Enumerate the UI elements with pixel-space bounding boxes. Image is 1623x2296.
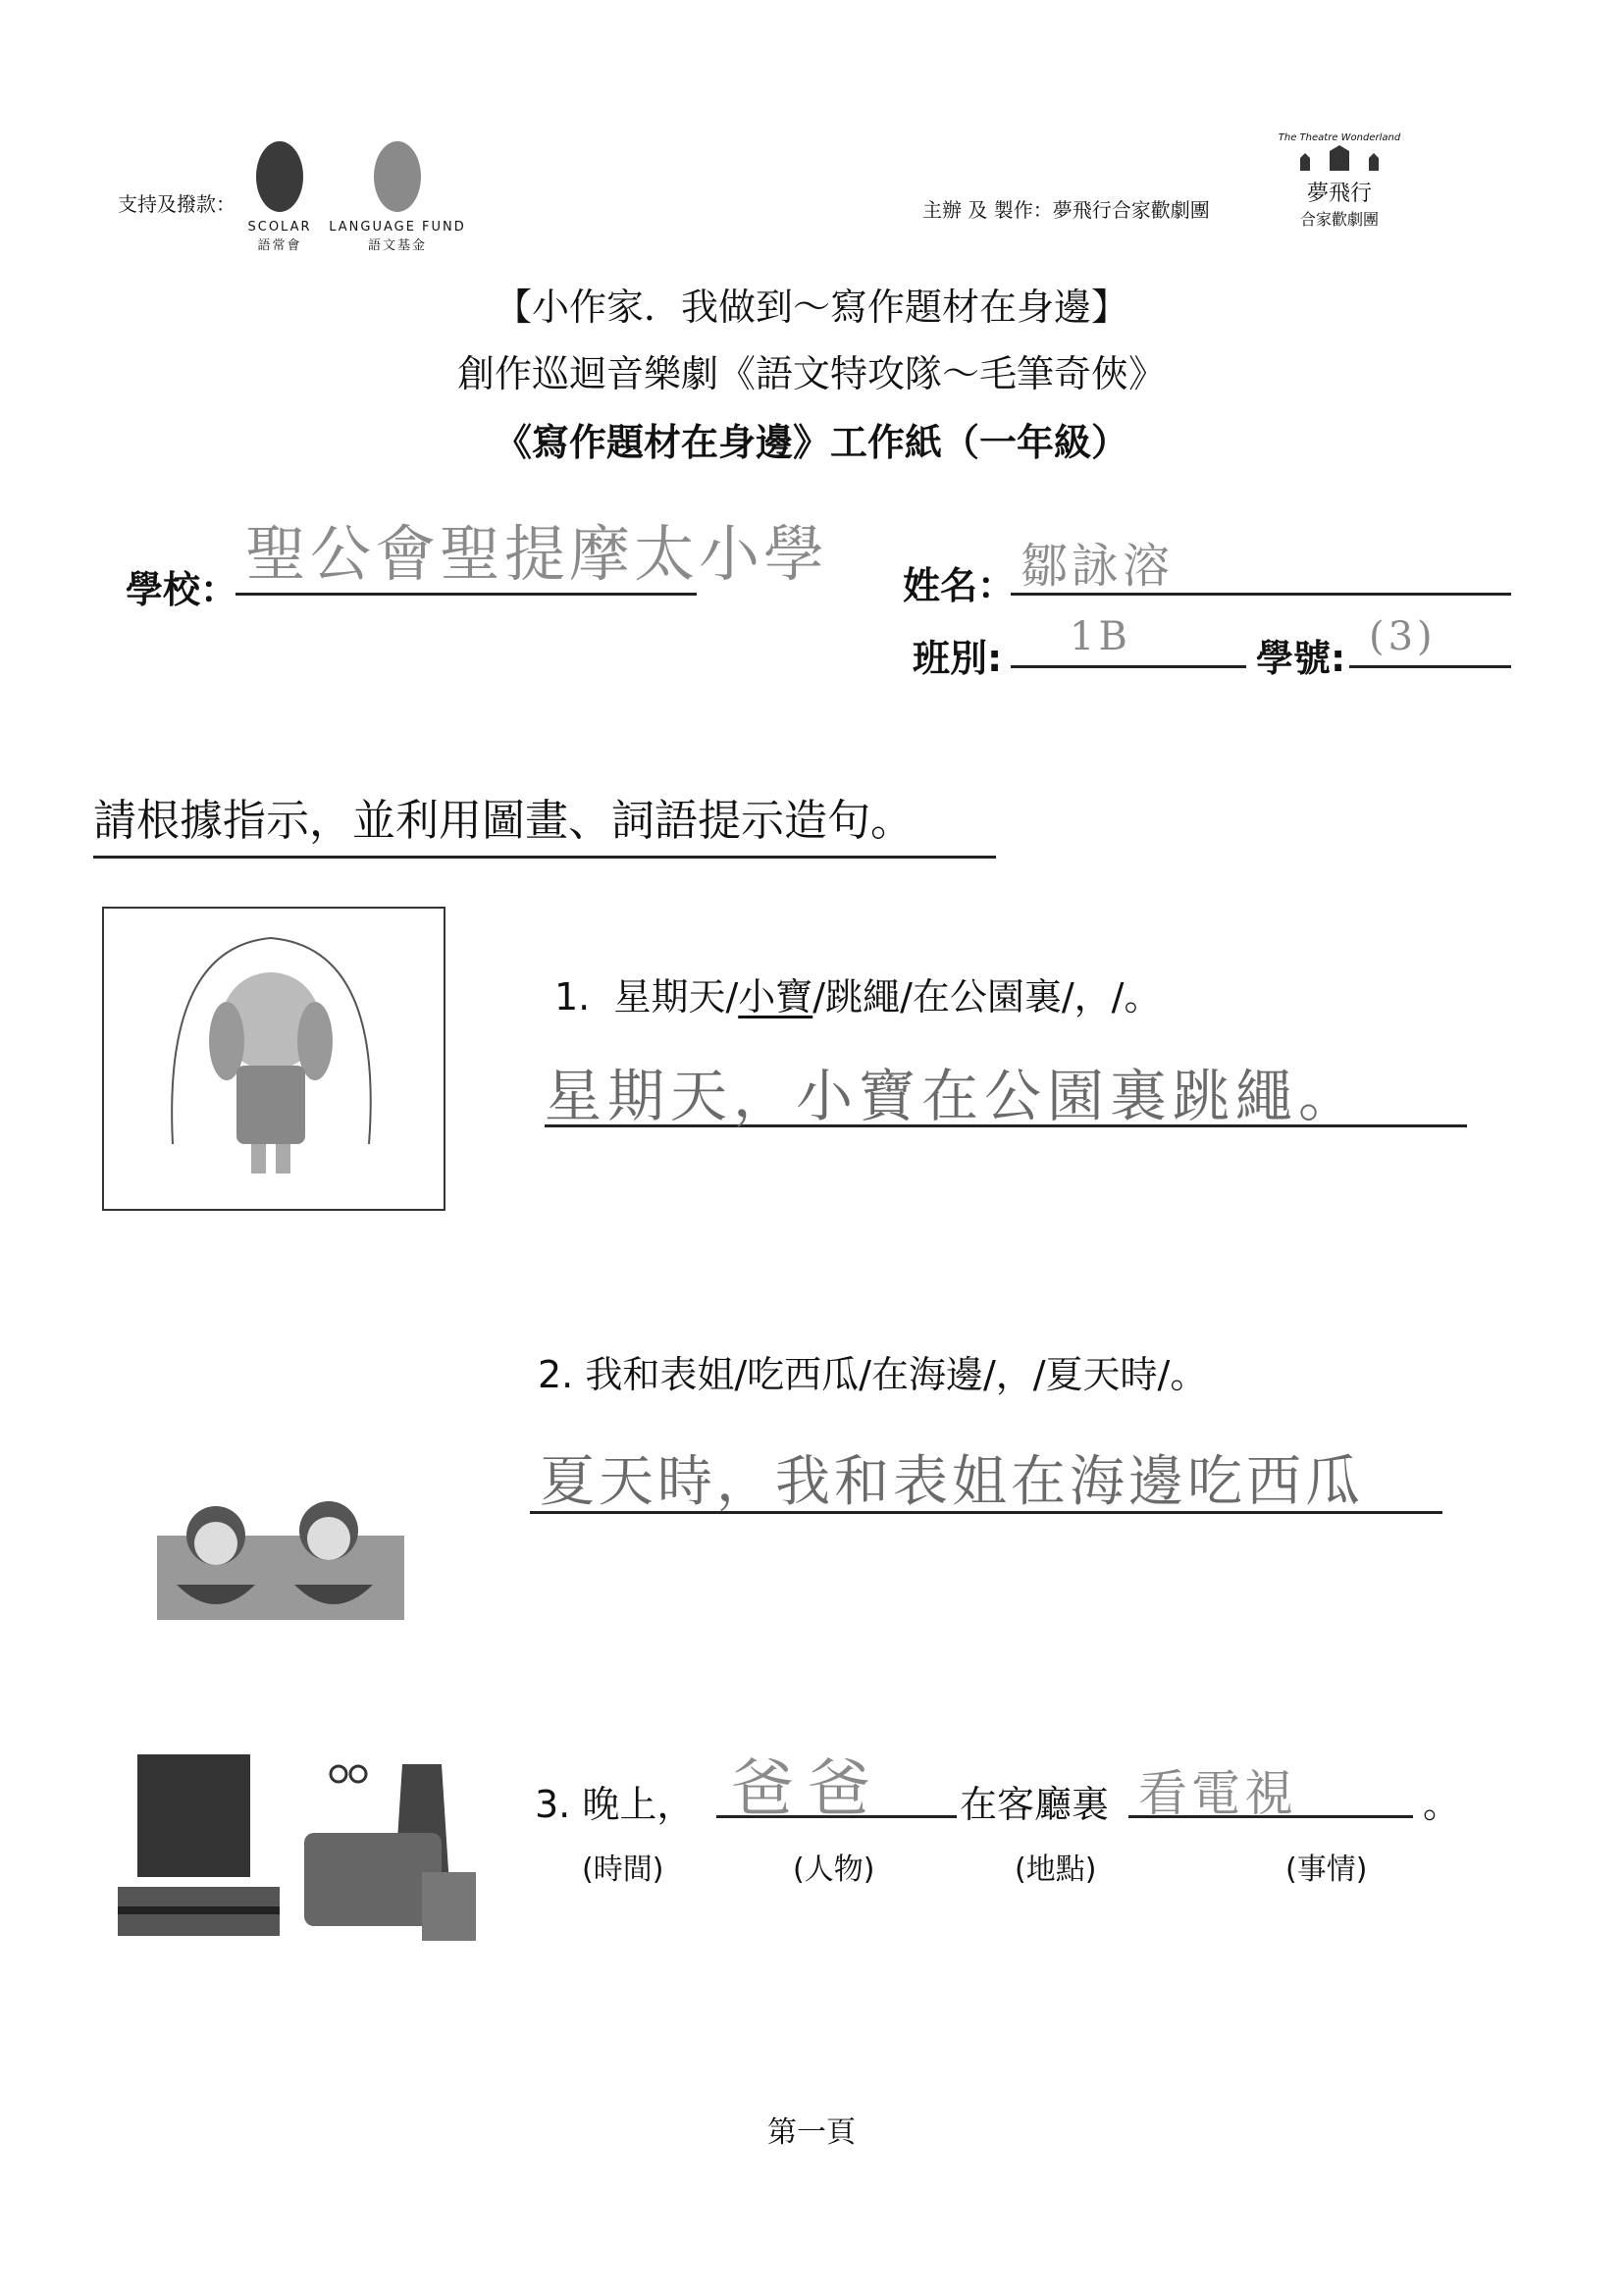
- instruction: 請根據指示，並利用圖畫、詞語提示造句。: [93, 785, 996, 859]
- scolar-logo-name: SCOLAR: [247, 220, 312, 235]
- q2-answer: 夏天時，我和表姐在海邊吃西瓜: [540, 1450, 1364, 1514]
- q3-hint-action: (事情): [1285, 1852, 1368, 1887]
- title-line-3: 《寫作題材在身邊》工作紙（一年級）: [494, 421, 1128, 464]
- title-line-2: 創作巡迴音樂劇《語文特攻隊～毛筆奇俠》: [456, 352, 1166, 395]
- language-fund-logo-name-zh: 語文基金: [367, 238, 427, 253]
- castle-icon: [1290, 143, 1388, 173]
- q3-hint-place: (地點): [1015, 1852, 1097, 1887]
- q3-image-watching-tv: [108, 1745, 491, 1949]
- school-line: [236, 593, 697, 596]
- number-value: (3): [1369, 614, 1437, 659]
- q3-person: 爸爸: [731, 1753, 884, 1826]
- q2-image-eating-watermelon: [157, 1496, 404, 1620]
- school-value: 聖公會聖提摩太小學: [245, 518, 829, 590]
- support-label: 支持及撥款：: [118, 192, 236, 216]
- class-line: [1011, 665, 1246, 668]
- scolar-logo: [236, 137, 324, 253]
- language-fund-logo: [324, 137, 471, 253]
- q1-answer: 星期天，小寶在公園裏跳繩。: [545, 1063, 1362, 1129]
- number-label: 學號:: [1256, 637, 1346, 680]
- q1-prompt-c: /跳繩/在公園裏/，/。: [812, 975, 1162, 1018]
- page-number: 第一頁: [767, 2115, 856, 2150]
- q3-hint-time: (時間): [582, 1852, 664, 1887]
- q3-end: 。: [1423, 1783, 1461, 1826]
- q1-image-girl-skipping-rope: [102, 907, 445, 1211]
- class-value: 1B: [1070, 614, 1131, 659]
- q1-prompt-a: 星期天/: [613, 975, 739, 1018]
- theatre-logo-zh: 夢飛行: [1306, 182, 1372, 206]
- name-label: 姓名：: [903, 564, 1016, 607]
- school-label: 學校：: [126, 568, 238, 611]
- title-line-1: 【小作家．我做到～寫作題材在身邊】: [494, 286, 1128, 329]
- q1-prompt-b: 小寶: [738, 975, 813, 1018]
- scolar-seal-icon: [250, 137, 309, 216]
- number-line: [1349, 665, 1511, 668]
- girl-skipping-rope-icon: [104, 909, 444, 1209]
- q3-action: 看電視: [1138, 1765, 1297, 1822]
- organizer-text: 主辦 及 製作：夢飛行合家歡劇團: [922, 198, 1210, 222]
- scolar-logo-name-zh: 語常會: [257, 238, 302, 253]
- theatre-wonderland-logo: [1266, 132, 1413, 230]
- language-fund-logo-name: LANGUAGE FUND: [329, 220, 466, 235]
- language-fund-seal-icon: [368, 137, 427, 216]
- class-label: 班別:: [913, 637, 1003, 680]
- q3-middle: 在客廳裏: [960, 1783, 1110, 1826]
- watching-tv-icon: [108, 1745, 491, 1949]
- q1-number: 1.: [554, 975, 591, 1018]
- children-eating-watermelon-icon: [157, 1496, 404, 1620]
- q2-prompt: 2. 我和表姐/吃西瓜/在海邊/，/夏天時/。: [538, 1353, 1208, 1396]
- theatre-logo-top: The Theatre Wonderland: [1278, 132, 1401, 143]
- theatre-logo-sub: 合家歡劇團: [1299, 210, 1379, 229]
- name-value: 鄒詠溶: [1021, 539, 1175, 594]
- q3-prefix: 3. 晚上，: [535, 1783, 695, 1826]
- q1-prompt: [554, 966, 1161, 1020]
- q3-hint-person: (人物): [793, 1852, 875, 1887]
